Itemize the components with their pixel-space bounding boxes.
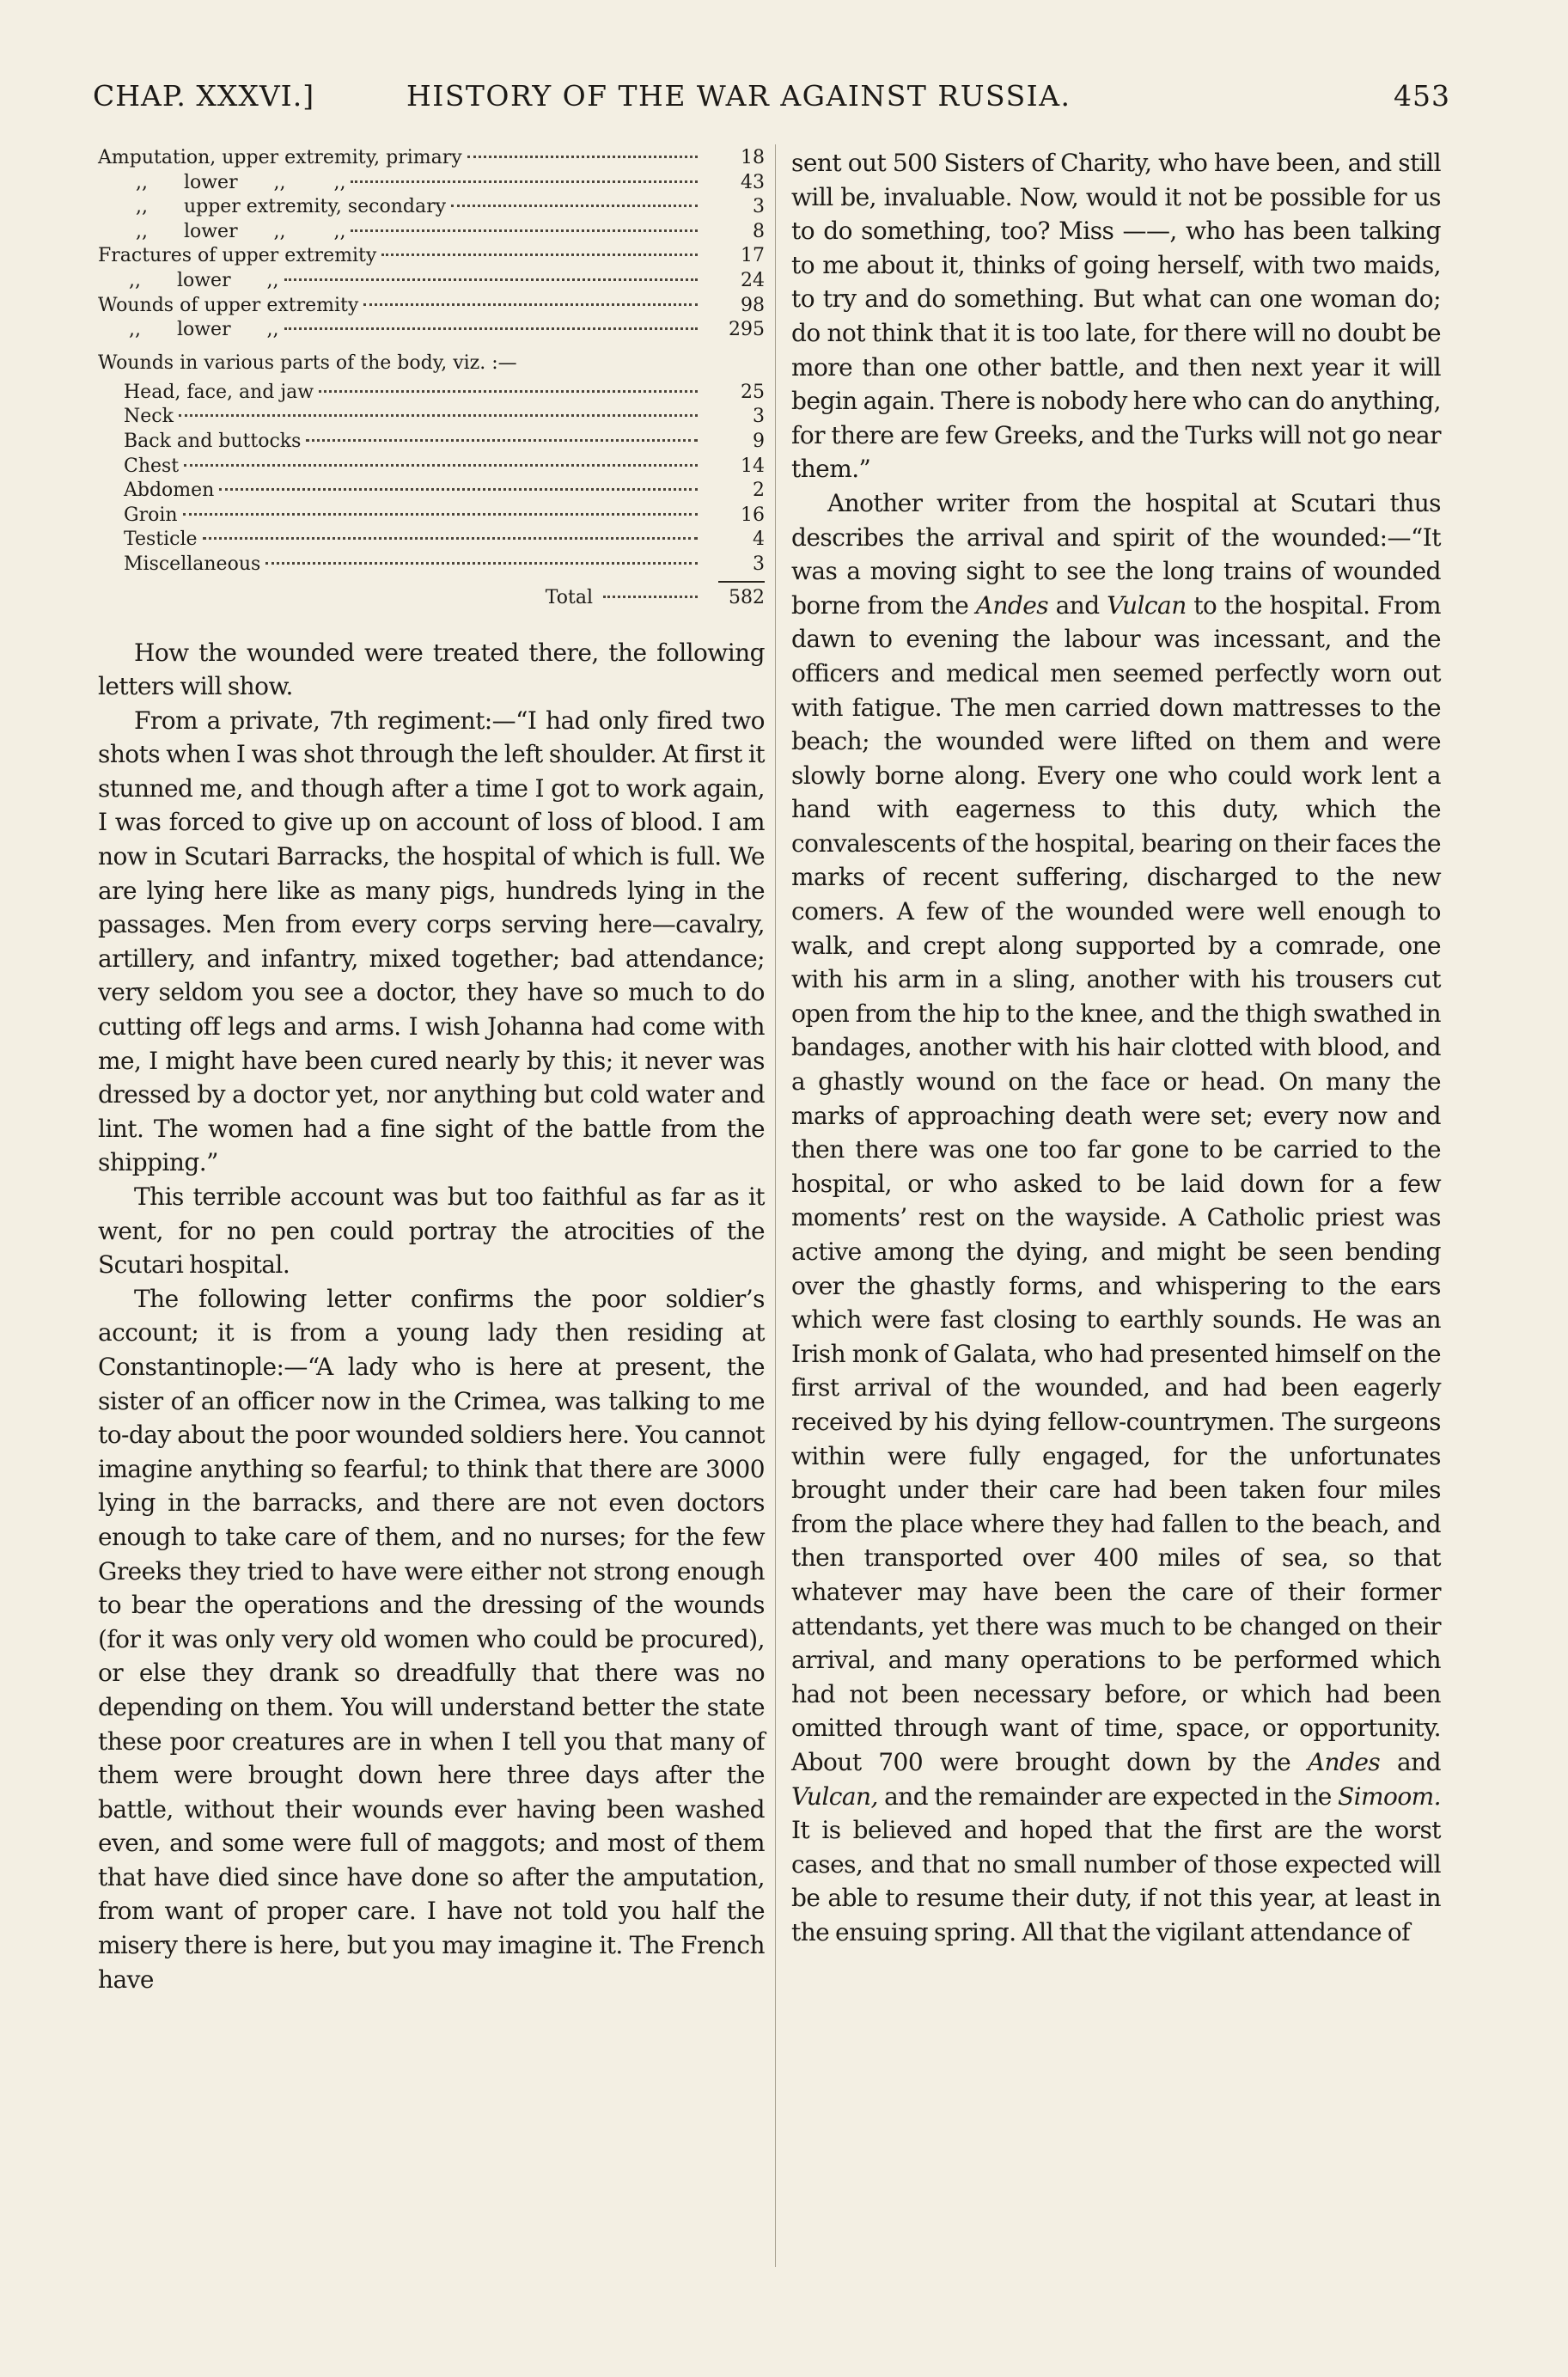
right-column	[791, 146, 1441, 1949]
row-value: 18	[741, 147, 765, 168]
dot-leader	[351, 180, 698, 183]
table-row	[98, 479, 765, 504]
text-run: and the remainder are expected in the	[884, 1781, 1332, 1811]
row-label: Fractures of upper extremity	[98, 245, 377, 267]
table-row	[98, 381, 765, 406]
row-label: Groin	[124, 504, 178, 526]
row-value: 17	[741, 245, 765, 267]
row-label: Back and buttocks	[124, 430, 302, 452]
table-row	[98, 318, 765, 343]
table-row	[98, 405, 765, 430]
total-label: Total	[545, 586, 593, 608]
book-title: HISTORY OF THE WAR AGAINST RUSSIA.	[406, 79, 1071, 113]
ship-name: Andes	[975, 590, 1049, 620]
ship-name: Simoom.	[1338, 1781, 1442, 1811]
dot-leader	[284, 327, 698, 330]
text-run: Another writer from the hospital at Scutari thus describes the arrival and spirit of the wounded:—“It was a moving sight to see the long trains of wounded borne from the	[791, 488, 1441, 620]
dot-leader	[363, 303, 698, 306]
table-row	[98, 430, 765, 455]
row-value: 3	[753, 553, 765, 575]
ship-name: Vulcan,	[791, 1781, 878, 1811]
row-label: Testicle	[124, 529, 198, 551]
row-label: Wounds of upper extremity	[98, 294, 359, 316]
row-value: 16	[741, 504, 765, 526]
row-label: ,, lower ,,	[129, 269, 279, 291]
dot-leader	[451, 205, 698, 207]
row-value: 3	[753, 406, 765, 428]
paragraph: From a private, 7th regiment:—“I had only fired two shots when I was shot through the left shoulder. At first it stunned me, and though after a time I got to work again, I was forced to give up on account of loss of blood. I am now in Scutari Barracks, the hospital of which is full. We are lying here like as many pigs, hundreds lying in the passages. Men from every corps serving here—cavalry, artillery, and infantry, mixed together; bad attendance; very seldom you see a doctor, they have so much to do cutting off legs and arms. I wish Johanna had come with me, I might have been cured nearly by this; it never was dressed by a doctor yet, nor anything but cold water and lint. The women had a fine sight of the battle from the shipping.”	[98, 706, 765, 1177]
row-label: ,, upper extremity, secondary	[136, 196, 447, 218]
table-row	[98, 504, 765, 529]
row-label: ,, lower ,, ,,	[136, 220, 346, 242]
total-row	[98, 586, 765, 615]
row-label: Abdomen	[124, 480, 215, 502]
row-value: 24	[741, 269, 765, 291]
paragraph	[791, 486, 1441, 1950]
row-value: 295	[729, 319, 765, 341]
dot-leader	[184, 464, 698, 467]
dot-leader	[219, 488, 698, 491]
row-value: 43	[741, 171, 765, 193]
paragraph: This terrible account was but too faithful as far as it went, for no pen could portray the atrocities of the Scutari hospital.	[98, 1182, 765, 1280]
text-run: and	[1055, 590, 1100, 620]
table-row	[98, 455, 765, 480]
paragraph: How the wounded were treated there, the following letters will show.	[98, 638, 765, 701]
table-row	[98, 294, 765, 319]
total-rule	[98, 577, 765, 586]
table-row	[98, 553, 765, 577]
row-label: ,, lower ,,	[129, 319, 279, 341]
page-number: 453	[1394, 79, 1450, 113]
table-row	[98, 171, 765, 196]
table-row	[98, 220, 765, 245]
row-label: Neck	[124, 406, 174, 428]
row-value: 9	[753, 430, 765, 452]
row-value: 14	[741, 455, 765, 477]
row-value: 4	[753, 529, 765, 551]
total-value: 582	[729, 586, 765, 608]
table-row	[98, 269, 765, 294]
dot-leader	[319, 390, 698, 393]
left-body-text	[98, 636, 765, 1997]
table-subheading: Wounds in various parts of the body, viz. :—	[98, 351, 517, 374]
row-value: 8	[753, 220, 765, 242]
dot-leader	[265, 562, 698, 565]
row-value: 98	[741, 294, 765, 316]
text-run: and	[1396, 1747, 1441, 1776]
dot-leader	[603, 596, 698, 598]
running-head	[93, 79, 1450, 127]
table-row	[98, 528, 765, 553]
dot-leader	[467, 156, 698, 158]
paragraph: The following letter confirms the poor soldier’s account; it is from a young lady then residing at Constantinople:—“A lady who is here at present, the sister of an officer now in the Crimea, was talking to me to-day about the poor wounded soldiers here. You cannot imagine anything so fearful; to think that there are 3000 lying in the barracks, and there are not even doctors enough to take care of them, and no nurses; for the few Greeks they tried to have were either not strong enough to bear the operations and the dressing of the wounds (for it was only very old women who could be procured), or else they drank so dreadfully that there was no depending on them. You will understand better the state these poor creatures are in when I tell you that many of them were brought down here three days after the battle, without their wounds ever having been washed even, and some were full of maggots; and most of them that have died since have done so after the amputation, from want of proper care. I have not told you half the misery there is here, but you may imagine it. The French have	[98, 1284, 765, 1994]
row-label: Amputation, upper extremity, primary	[98, 147, 462, 168]
dot-leader	[351, 229, 698, 232]
dot-leader	[203, 537, 698, 540]
dot-leader	[179, 414, 698, 417]
text-run: to the hospital. From dawn to evening the labour was incessant, and the officers and medical men seemed perfectly worn out with fatigue. The men carried down mattresses to the beach; the wounded were lifted on them and were slowly borne along. Every one who could work lent a hand with eagerness to this duty, which the convalescents of the hospital, bearing on their faces the marks of recent suffering, discharged to the new comers. A few of the wounded were well enough to walk, and crept along supported by a comrade, one with his arm in a sling, another with his trousers cut open from the hip to the knee, and the thigh swathed in bandages, another with his hair clotted with blood, and a ghastly wound on the face or head. On many the marks of approaching death were set; every now and then there was one too far gone to be carried to the hospital, or who asked to be laid down for a few moments’ rest on the wayside. A Catholic priest was active among the dying, and might be seen bending over the ghastly forms, and whispering to the ears which were fast closing to earthly sounds. He was an Irish monk of Galata, who had presented himself on the first arrival of the wounded, and had been eagerly received by his dying fellow-countrymen. The surgeons within were fully engaged, for the unfortunates brought under their care had been taken four miles from the place where they had fallen to the beach, and then transported over 400 miles of sea, so that whatever may have been the care of their former attendants, yet there was much to be changed on their arrival, and many operations to be performed which had not been necessary before, or which had been omitted through want of time, space, or opportunity. About 700 were brought down by the	[791, 590, 1441, 1776]
row-label: ,, lower ,, ,,	[136, 171, 346, 193]
dot-leader	[284, 278, 698, 281]
left-column	[98, 146, 765, 1996]
dot-leader	[306, 439, 698, 442]
row-label: Miscellaneous	[124, 553, 261, 575]
ship-name: Vulcan	[1107, 590, 1187, 620]
dot-leader	[183, 513, 698, 516]
row-value: 3	[753, 196, 765, 218]
column-divider	[775, 144, 776, 2267]
chapter-label: CHAP. XXXVI.]	[93, 79, 315, 113]
table-row	[98, 244, 765, 269]
row-label: Head, face, and jaw	[124, 381, 314, 403]
ship-name: Andes	[1307, 1747, 1381, 1776]
dot-leader	[381, 254, 698, 256]
casualty-table	[98, 146, 765, 615]
row-value: 25	[741, 381, 765, 403]
row-label: Chest	[124, 455, 180, 477]
paragraph: sent out 500 Sisters of Charity, who have been, and still will be, invaluable. Now, would it not be possible for us to do something, too? Miss ——, who has been talking to me about it, thinks of going herself, with two maids, to try and do something. But what can one woman do; do not think that it is too late, for there will no doubt be more than one other battle, and then next year it will begin again. There is nobody here who can do anything, for there are few Greeks, and the Turks will not go near them.”	[791, 149, 1441, 484]
table-row	[98, 146, 765, 171]
row-value: 2	[753, 480, 765, 502]
table-row	[98, 195, 765, 220]
text-run: It is believed and hoped that the first are the worst cases, and that no small number of those expected will be able to resume their duty, if not this year, at least in the ensuing spring. All that the vigilant attendance of	[791, 1816, 1441, 1946]
